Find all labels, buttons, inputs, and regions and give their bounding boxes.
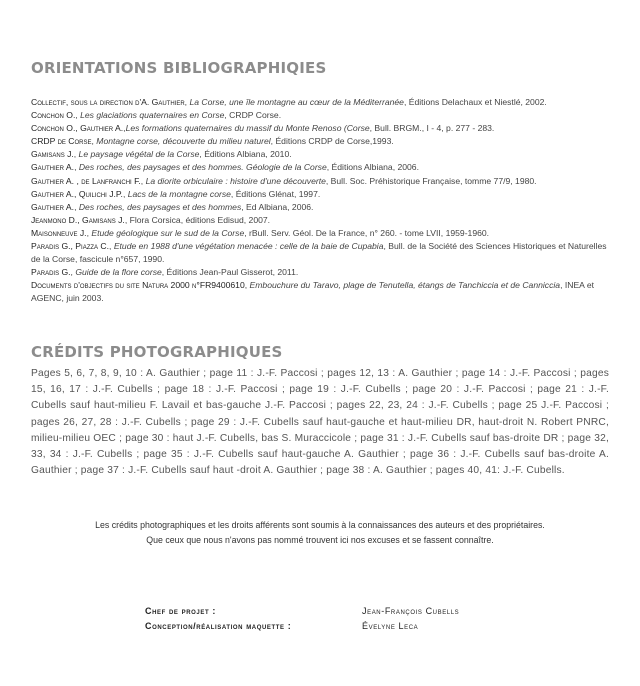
bibliography-entry [31,201,611,214]
photo-credits-text: Pages 5, 6, 7, 8, 9, 10 : A. Gauthier ; page 11 : J.-F. Paccosi ; pages 12, 13 : A. Gauthier ; page 14 : J.-F. Paccosi ; pages 15, 16, 17 : J.-F. Cubells ; page 18 : J.-F. Paccosi ; page 19 : J.-F. Cubells ; page 20 : J.-F. Paccosi ; page 21 : J.-F. Cubells sauf haut-milieu F. Lavail et bas-gauche J.-F. Paccosi ; pages 22, 23, 24 : J.-F. Cubells ; page 25 J.-F. Paccosi ; pages 26, 27, 28 : J.-F. Cubells ; page 29 : J.-F. Cubells sauf haut-gauche et haut-milieu DR, haut-droit N. Robert PNRC, milieu-milieu OEC ; page 30 : haut J.-F. Cubells, bas S. Muraccicole ; page 31 : J.-F. Cubells sauf bas-droite DR ; page 32, 33, 34 : J.-F. Cubells ; page 35 : J.-F. Cubells sauf haut-gauche A. Gauthier ; page 36 : J.-F. Cubells sauf bas-droite A. Gauthier ; page 37 : J.-F. Cubells sauf haut -droit A. Gauthier ; page 38 : A. Gauthier ; pages 40, 41: J.-F. Cubells. [31,368,609,477]
bibliography-details: , CRDP Corse. [224,110,282,121]
bibliography-title: Les formations quaternaires du massif du Monte Renoso (Corse [125,123,370,134]
bibliography-details: , Bull. de la Société des Sciences Historiques et Naturelles de la Corse, fascicule n°657, 1990. [31,241,607,265]
bibliography-details: , Bull. BRGM., I - 4, p. 277 - 283. [369,123,495,134]
bibliography-author: Paradis G., Piazza C. [31,241,110,252]
bibliography-author: Collectif, sous la direction d'A. Gauthier [31,97,185,107]
bibliography-details: , Éditions CRDP de Corse,1993. [270,136,394,147]
bibliography-author: Paradis G. [31,267,71,278]
bibliography-title: Lacs de la montagne corse [127,188,231,199]
bibliography-separator: , [73,149,79,160]
bibliography-separator: , [70,267,76,278]
bibliography-entry [31,161,611,174]
bibliography-separator: , [109,241,114,252]
bibliography-details: , Éditions Albiana, 2006. [326,162,419,173]
bibliography-details: , Éditions Albiana, 2010. [199,149,292,160]
bibliography-title: Etude en 1988 d'une végétation menacée : celle de la baie de Cupabia [113,241,384,252]
bibliography-list [31,96,611,306]
rights-notice [0,518,640,548]
bibliography-author: Conchon O., Gauthier A. [31,123,124,134]
bibliography-title: Guide de la flore corse [75,267,162,278]
bibliography-heading: ORIENTATIONS BIBLIOGRAPHIQIES [31,59,327,77]
rights-notice-line-1: Les crédits photographiques et les droits afférents sont soumis à la connaissances des auteurs et des propriétaires. [95,520,545,530]
bibliography-separator: , [74,162,79,173]
bibliography-author: Maisonneuve J. [31,227,87,238]
bibliography-separator: , [244,280,250,291]
bibliography-title: Les glaciations quaternaires en Corse [80,110,225,121]
design-label: Conception/réalisation maquette : [145,621,292,631]
bibliography-entry [31,240,611,266]
bibliography-entry [31,96,611,109]
bibliography-details: Flora Corsica, éditions Edisud, 2007. [129,214,271,225]
bibliography-details: , Bull. Soc. Préhistorique Française, tomme 77/9, 1980. [325,175,537,186]
bibliography-entry [31,148,611,161]
bibliography-separator: , [75,110,81,121]
bibliography-entry [31,109,611,122]
bibliography-details: , rBull. Serv. Géol. De la France, n° 260. - tome LVII, 1959-1960. [244,227,490,238]
bibliography-author: Gauthier A. , de Lanfranchi F. [31,175,141,186]
bibliography-entry [31,135,611,148]
bibliography-entry [31,279,611,305]
bibliography-separator: , [124,214,130,225]
bibliography-details: , Ed Albiana, 2006. [241,201,314,212]
design-name: Évelyne Leca [362,621,419,631]
bibliography-entry [31,122,611,135]
bibliography-separator: , [122,188,128,199]
bibliography-entry [31,214,611,227]
bibliography-author: Conchon O. [31,110,76,121]
bibliography-separator: , [86,227,92,238]
project-lead-name: Jean-François Cubells [362,606,460,616]
bibliography-separator: , [140,175,146,186]
bibliography-details: , Éditions Jean-Paul Gisserot, 2011. [161,267,299,278]
bibliography-title: Montagne corse, découverte du milieu naturel [96,136,271,147]
bibliography-details: , INEA et AGENC, juin 2003. [31,280,594,304]
bibliography-details: , Éditions Glénat, 1997. [230,188,321,199]
bibliography-entry [31,227,611,240]
bibliography-title: Le paysage végétal de la Corse [78,149,200,160]
bibliography-entry [31,188,611,201]
bibliography-title: La Corse, une île montagne au cœur de la Méditerranée [189,97,404,107]
bibliography-author: Documents d'objectifs du site Natura 2000 n°FR9400610 [31,280,245,291]
bibliography-author: Gauthier A., Quilichi J.P. [31,188,123,199]
bibliography-author: CRDP de Corse [31,136,92,147]
bibliography-title: Embouchure du Taravo, plage de Tenutella, étangs de Tanchiccia et de Canniccia [249,280,561,291]
bibliography-title: Des roches, des paysages et des hommes [78,201,242,212]
bibliography-entry [31,266,611,279]
bibliography-separator: , [91,136,97,147]
staff-names [362,604,459,634]
bibliography-separator: , [123,123,126,134]
bibliography-entry [31,175,611,188]
bibliography-title: Etude géologique sur le sud de la Corse [91,227,245,238]
credits-heading: CRÉDITS PHOTOGRAPHIQUES [31,343,283,361]
bibliography-author: Gauthier A. [31,162,75,173]
bibliography-details: , Éditions Delachaux et Niestlé, 2002. [403,97,547,107]
bibliography-author: Jeanmono D., Gamisans J. [31,214,125,225]
project-lead-label: Chef de projet : [145,606,216,616]
bibliography-author: Gauthier A. [31,201,75,212]
bibliography-title: Des roches, des paysages et des hommes. Géologie de la Corse [78,162,327,173]
bibliography-separator: , [184,97,190,107]
rights-notice-line-2: Que ceux que nous n'avons pas nommé trouvent ici nos excuses et se fassent connaître. [146,535,494,545]
bibliography-author: Gamisans J. [31,149,74,160]
bibliography-separator: , [74,201,79,212]
staff-labels [145,604,291,634]
bibliography-title: La diorite orbiculaire : histoire d'une découverte [145,175,326,186]
